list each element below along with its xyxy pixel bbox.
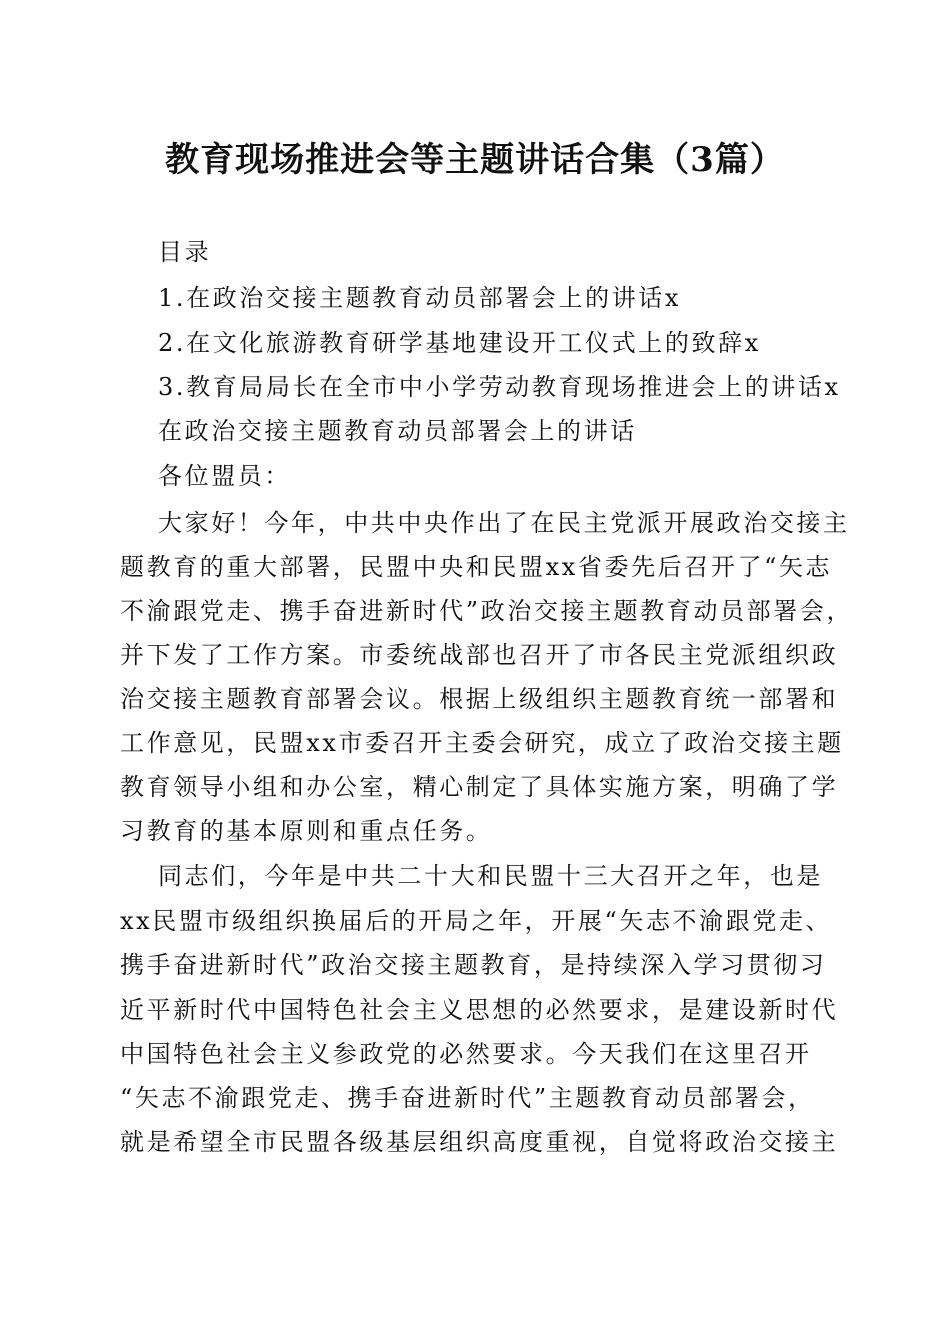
toc-item: 2.在文化旅游教育研学基地建设开工仪式上的致辞x — [158, 329, 761, 357]
salutation: 各位盟员： — [158, 462, 291, 490]
paragraph-line: xx民盟市级组织换届后的开局之年，开展“矢志不渝跟党走、 — [120, 907, 833, 935]
paragraph-line: 近平新时代中国特色社会主义思想的必然要求，是建设新时代 — [120, 996, 839, 1024]
document-title: 教育现场推进会等主题讲话合集（3篇） — [165, 140, 785, 180]
paragraph-line: 就是希望全市民盟各级基层组织高度重视，自觉将政治交接主 — [120, 1128, 839, 1156]
paragraph-line: 携手奋进新时代”政治交接主题教育，是持续深入学习贯彻习 — [120, 951, 827, 979]
paragraph-line: 治交接主题教育部署会议。根据上级组织主题教育统一部署和 — [120, 685, 839, 713]
toc-heading: 目录 — [158, 238, 212, 266]
paragraph-line: 习教育的基本原则和重点任务。 — [120, 817, 493, 845]
paragraph-line: “矢志不渝跟党走、携手奋进新时代”主题教育动员部署会， — [120, 1084, 815, 1112]
toc-item: 1.在政治交接主题教育动员部署会上的讲话x — [158, 284, 682, 312]
paragraph-line: 并下发了工作方案。市委统战部也召开了市各民主党派组织政 — [120, 641, 839, 669]
paragraph-line: 同志们，今年是中共二十大和民盟十三大召开之年，也是 — [158, 862, 823, 890]
paragraph-line: 不渝跟党走、携手奋进新时代”政治交接主题教育动员部署会， — [120, 597, 854, 625]
paragraph-line: 教育领导小组和办公室，精心制定了具体实施方案，明确了学 — [120, 773, 839, 801]
section-title: 在政治交接主题教育动员部署会上的讲话 — [158, 417, 637, 445]
paragraph-line: 工作意见，民盟xx市委召开主委会研究，成立了政治交接主题 — [120, 729, 844, 757]
paragraph-line: 题教育的重大部署，民盟中央和民盟xx省委先后召开了“矢志 — [120, 553, 833, 581]
paragraph-line: 大家好！今年，中共中央作出了在民主党派开展政治交接主 — [158, 509, 850, 537]
paragraph-line: 中国特色社会主义参政党的必然要求。今天我们在这里召开 — [120, 1040, 812, 1068]
toc-item: 3.教育局局长在全市中小学劳动教育现场推进会上的讲话x — [158, 373, 841, 401]
